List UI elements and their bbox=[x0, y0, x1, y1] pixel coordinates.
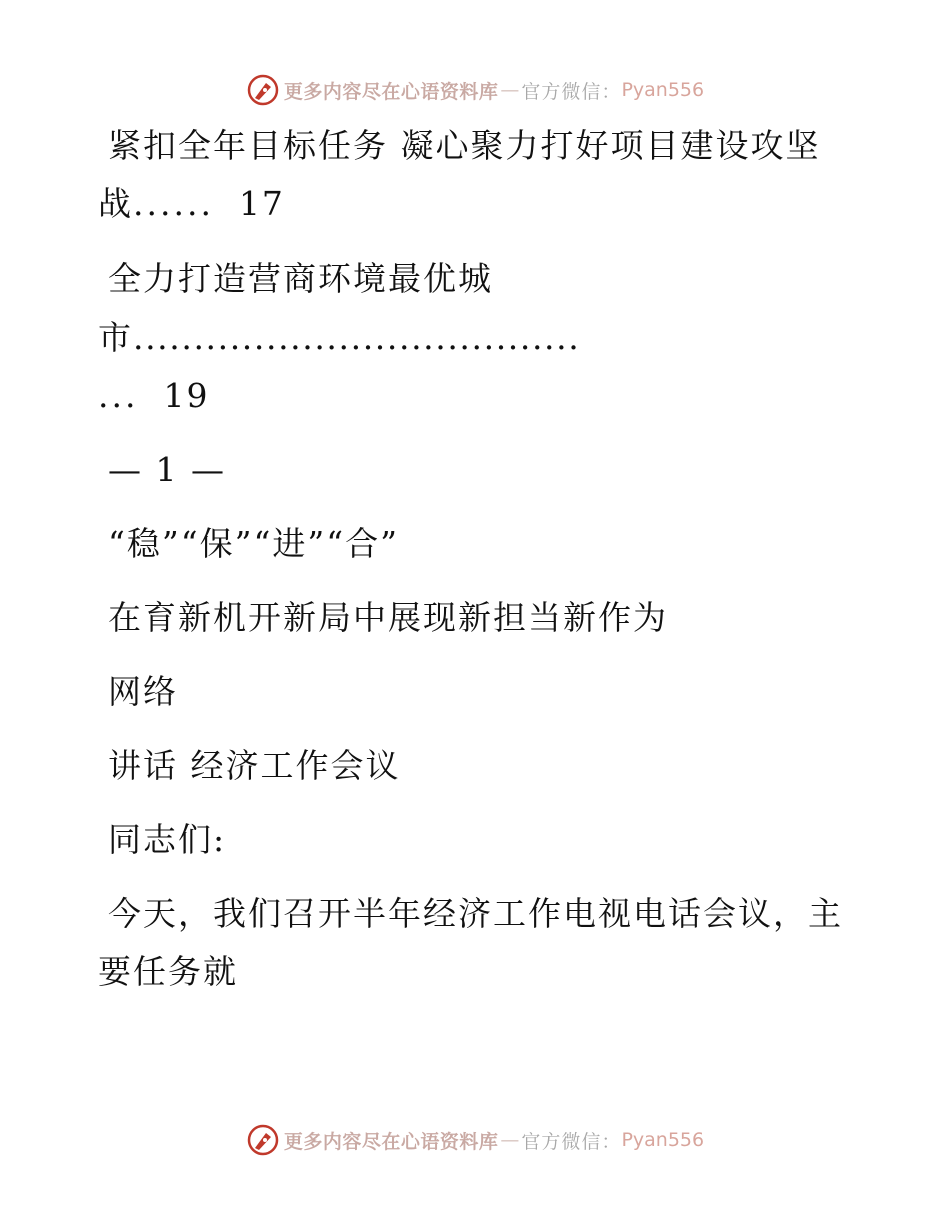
toc-entry-2-continued bbox=[98, 318, 580, 358]
watermark-official-label: 官方微信： bbox=[521, 1130, 622, 1153]
toc-entry-2-leader-dots-cont: ... bbox=[98, 376, 139, 415]
toc-entry-2-page: 19 bbox=[163, 376, 210, 415]
body-paragraph-line-2: 要任务就 bbox=[98, 952, 238, 991]
toc-entry-2-title: 全力打造营商环境最优城 bbox=[108, 259, 493, 298]
toc-entry-1-wrap: 战 bbox=[98, 184, 133, 223]
toc-entry-1-leader-dots: ...... bbox=[133, 184, 214, 223]
keywords-heading: “稳”“保”“进”“合” bbox=[108, 524, 399, 563]
pen-nib-logo-icon bbox=[246, 1123, 280, 1157]
toc-entry-2-leader-dots: ..................................... bbox=[133, 318, 581, 357]
subtitle: 在育新机开新局中展现新担当新作为 bbox=[108, 598, 668, 637]
watermark-separator: — bbox=[500, 1129, 520, 1151]
footer-watermark bbox=[0, 1120, 950, 1160]
body-paragraph-line-1: 今天，我们召开半年经济工作电视电话会议，主 bbox=[108, 894, 843, 933]
toc-entry-1-title: 紧扣全年目标任务 凝心聚力打好项目建设攻坚 bbox=[108, 126, 821, 165]
salutation: 同志们: bbox=[108, 820, 227, 859]
toc-entry-2-wrap: 市 bbox=[98, 318, 133, 357]
watermark-brand-text: 更多内容尽在心语资料库 bbox=[283, 1130, 499, 1153]
source-tag: 网络 bbox=[108, 672, 178, 711]
toc-entry-1-page: 17 bbox=[238, 184, 285, 223]
watermark-official-label: 官方微信： bbox=[521, 80, 622, 103]
watermark-wechat-id: Pyan556 bbox=[621, 1129, 705, 1151]
watermark-brand-text: 更多内容尽在心语资料库 bbox=[283, 80, 499, 103]
watermark-separator: — bbox=[500, 79, 520, 101]
watermark-wechat-id: Pyan556 bbox=[621, 79, 705, 101]
toc-entry-1-continued bbox=[98, 184, 285, 224]
page-number: — 1 — bbox=[108, 450, 226, 489]
toc-entry-2-page-line bbox=[98, 376, 209, 416]
section-heading: 讲话 经济工作会议 bbox=[108, 746, 401, 785]
